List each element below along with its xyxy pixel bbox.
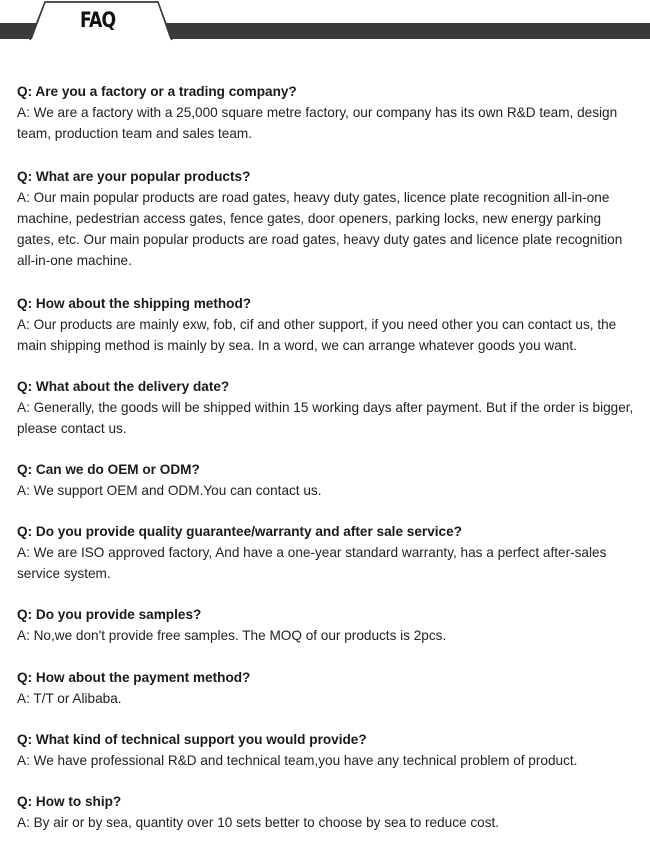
faq-answer: A: Generally, the goods will be shipped within 15 working days after payment. But if the order is bigger, please contact us. (17, 400, 634, 436)
faq-header (0, 0, 650, 42)
faq-item-tech-support (17, 729, 637, 791)
faq-answer: A: We are ISO approved factory, And have a one-year standard warranty, has a perfect after-sales service system. (17, 545, 607, 581)
faq-answer: A: No,we don't provide free samples. The MOQ of our products is 2pcs. (17, 628, 447, 643)
faq-answer: A: T/T or Alibaba. (17, 691, 122, 706)
faq-question: Q: Are you a factory or a trading company? (17, 84, 297, 99)
faq-item-factory (17, 81, 637, 166)
faq-list (17, 81, 637, 833)
faq-question: Q: What are your popular products? (17, 169, 251, 184)
faq-question: Q: How about the shipping method? (17, 296, 252, 311)
faq-answer: A: Our products are mainly exw, fob, cif and other support, if you need other you can contact us, the main shipping method is mainly by sea. In a word, we can arrange whatever goods you want. (17, 317, 617, 353)
faq-item-how-to-ship (17, 791, 637, 833)
faq-answer: A: By air or by sea, quantity over 10 sets better to choose by sea to reduce cost. (17, 815, 500, 830)
faq-item-payment (17, 667, 637, 729)
faq-answer: A: Our main popular products are road gates, heavy duty gates, licence plate recognition all-in-one machine, pedestrian access gates, fence gates, door openers, parking locks, new energy parking gates, etc. Our main popular products are road gates, heavy duty gates and licence plate recognition all-in-one machine. (17, 190, 623, 268)
faq-question: Q: Do you provide quality guarantee/warranty and after sale service? (17, 524, 462, 539)
faq-item-oem-odm (17, 459, 637, 521)
faq-answer: A: We have professional R&D and technical team,you have any technical problem of product. (17, 753, 578, 768)
faq-item-products (17, 166, 637, 293)
faq-question: Q: What kind of technical support you would provide? (17, 732, 367, 747)
faq-question: Q: Do you provide samples? (17, 607, 202, 622)
faq-question: Q: How about the payment method? (17, 670, 251, 685)
faq-question: Q: Can we do OEM or ODM? (17, 462, 200, 477)
faq-item-shipping-method (17, 293, 637, 376)
faq-answer: A: We support OEM and ODM.You can contact us. (17, 483, 322, 498)
faq-answer: A: We are a factory with a 25,000 square metre factory, our company has its own R&D team, design team, production team and sales team. (17, 105, 618, 141)
faq-item-samples (17, 604, 637, 667)
faq-question: Q: What about the delivery date? (17, 379, 230, 394)
page-title: FAQ (80, 8, 116, 32)
faq-question: Q: How to ship? (17, 794, 122, 809)
faq-item-warranty (17, 521, 637, 604)
faq-item-delivery (17, 376, 637, 459)
